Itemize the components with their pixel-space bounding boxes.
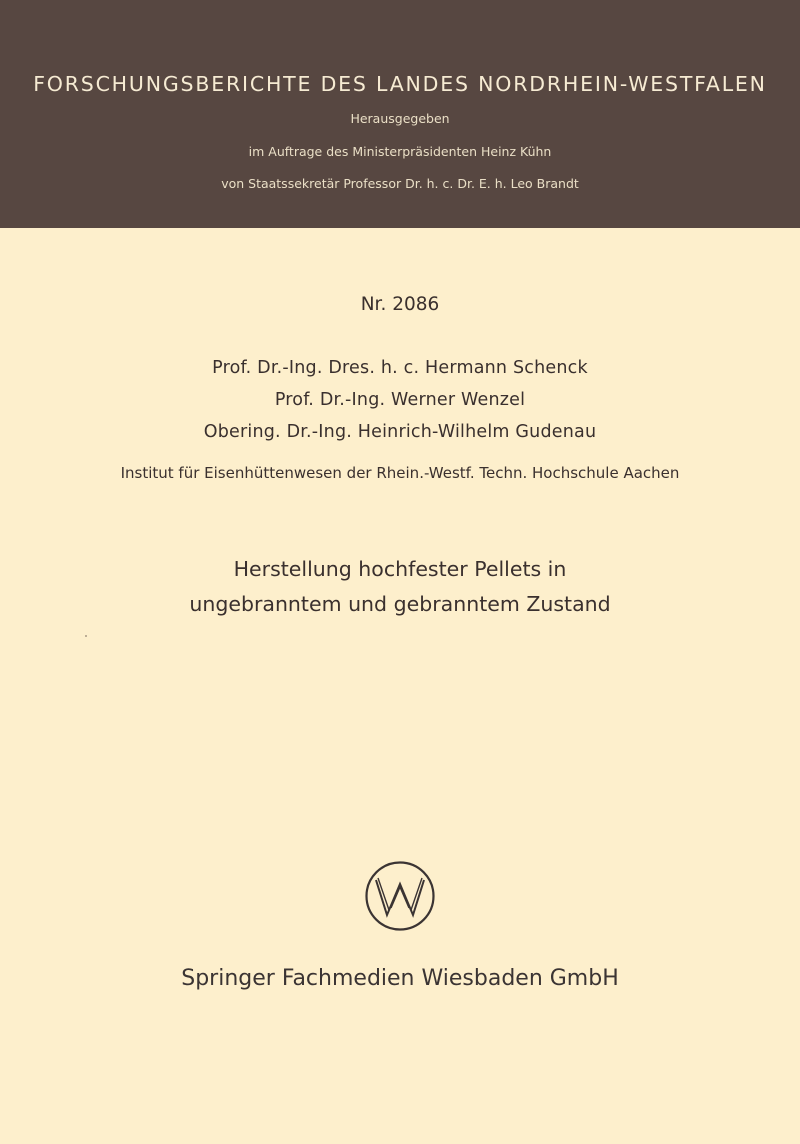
editor-line-staatssekretaer: von Staatssekretär Professor Dr. h. c. Dr. E. h. Leo Brandt (221, 176, 579, 191)
author-schenck: Prof. Dr.-Ing. Dres. h. c. Hermann Schenck (212, 358, 588, 378)
series-number: Nr. 2086 (360, 294, 440, 315)
editor-line-auftrag: im Auftrage des Ministerpräsidenten Heinz Kühn (248, 144, 552, 159)
institute-affiliation: Institut für Eisenhüttenwesen der Rhein.-Westf. Techn. Hochschule Aachen (120, 464, 680, 482)
book-title-line-2: ungebranntem und gebranntem Zustand (189, 592, 611, 616)
series-title: FORSCHUNGSBERICHTE DES LANDES NORDRHEIN-WESTFALEN (33, 72, 767, 96)
book-title-line-1: Herstellung hochfester Pellets in (233, 557, 567, 581)
author-gudenau: Obering. Dr.-Ing. Heinrich-Wilhelm Gudenau (203, 422, 597, 442)
header-band (0, 0, 800, 228)
editor-line-herausgegeben: Herausgegeben (350, 111, 450, 126)
author-wenzel: Prof. Dr.-Ing. Werner Wenzel (274, 390, 526, 410)
print-speck (85, 635, 87, 637)
springer-vw-logo-icon (364, 860, 436, 932)
publisher-name: Springer Fachmedien Wiesbaden GmbH (181, 966, 619, 991)
